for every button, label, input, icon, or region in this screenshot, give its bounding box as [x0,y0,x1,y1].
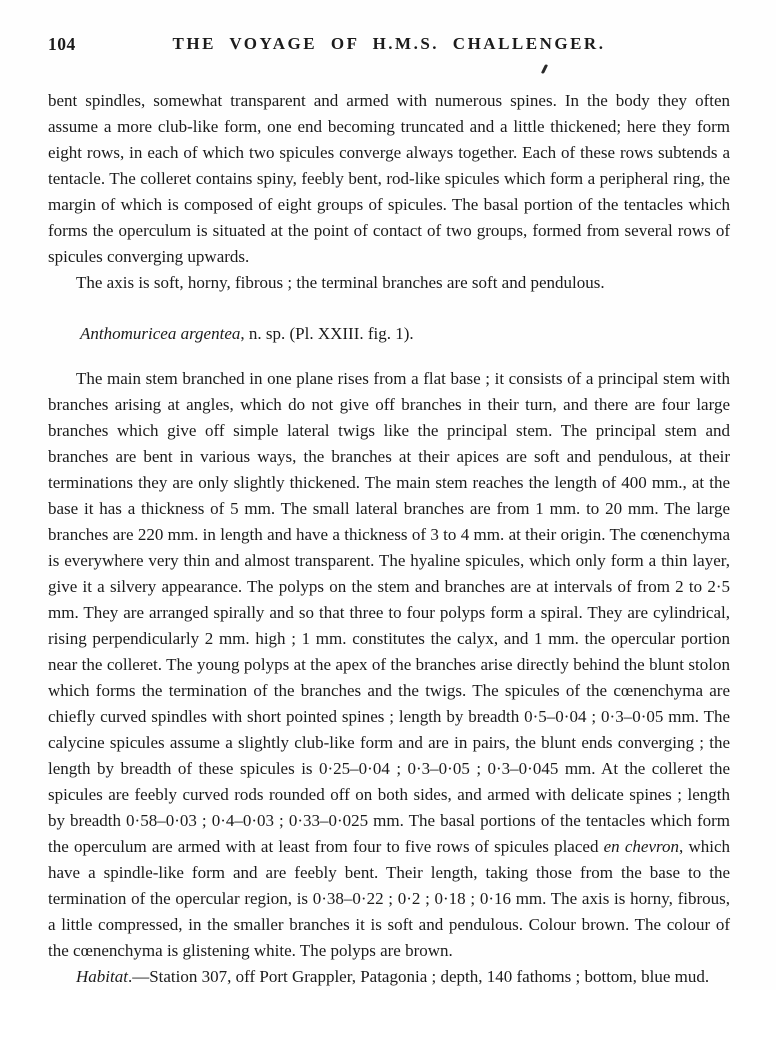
paragraph-description [48,366,730,964]
page-header [48,34,730,64]
species-heading [48,321,730,347]
page-body [48,88,730,990]
description-italic-phrase: en chevron [603,837,680,856]
paragraph-axis: The axis is soft, horny, fibrous ; the terminal branches are soft and pendulous. [76,273,605,292]
species-heading-rest: , n. sp. (Pl. XXIII. fig. 1). [240,324,414,343]
paragraph-colleret: bent spindles, somewhat transparent and armed with numerous spines. In the body they often assume a more club-like form, one end becoming truncated and a little thickened; here they form eight rows, in each of which two spicules converge always together. Each of these rows subtends a tentacle. The colleret contains spiny, feebly bent, rod-like spicules which form a peripheral ring, the margin of which is composed of eight groups of spicules. The basal portion of the tentacles which forms the operculum is situated at the point of contact of two groups, formed from several rows of spicules converging upwards. [48,91,730,266]
page-number: 104 [48,34,76,54]
habitat-label: Habitat [76,967,128,986]
ink-mark [541,64,548,74]
species-name: Anthomuricea argentea [80,324,241,343]
description-part-2: , which have a spindle-like form and are feebly bent. Their length, taking those from the base to the termination of the opercular region, is 0·38–0·22 ; 0·2 ; 0·18 ; 0·16 mm. The axis is horny, fibrous, a little compressed, in the smaller branches it is soft and pendulous. Colour brown. The colour of the cœnenchyma is glistening white. The polyps are brown. [48,837,731,960]
paragraph-habitat [48,964,730,990]
running-title: THE VOYAGE OF H.M.S. CHALLENGER. [172,34,606,53]
description-part-1: The main stem branched in one plane rises from a flat base ; it consists of a principal stem with branches arising at angles, which do not give off branches in their turn, and there are four large branches which give off simple lateral twigs like the principal stem. The principal stem and branches are bent in various ways, the branches at their apices are soft and pendulous, at their terminations they are only slightly thickened. The main stem reaches the length of 400 mm., at the base it has a thickness of 5 mm. The small lateral branches are from 1 mm. to 20 mm. The large branches are 220 mm. in length and have a thickness of 3 to 4 mm. at their origin. The cœnenchyma is everywhere very thin and almost transparent. The hyaline spicules, which only form a thin layer, give it a silvery appearance. The polyps on the stem and branches are at intervals of from 2 to 2·5 mm. They are arranged spirally and so that three to four polyps form a spiral. They are cylindrical, rising perpendicularly 2 mm. high ; 1 mm. constitutes the calyx, and 1 mm. the opercular portion near the colleret. The young polyps at the apex of the branches arise directly behind the blunt stolon which forms the termination of the branches and the twigs. The spicules of the cœnenchyma are chiefly curved spindles with short pointed spines ; length by breadth 0·5–0·04 ; 0·3–0·05 mm. The calycine spicules assume a slightly club-like form and are in pairs, the blunt ends converging ; the length by breadth of these spicules is 0·25–0·04 ; 0·3–0·05 ; 0·3–0·045 mm. At the colleret the spicules are feebly curved rods rounded off on both sides, and armed with delicate spines ; length by breadth 0·58–0·03 ; 0·4–0·03 ; 0·33–0·025 mm. The basal portions of the tentacles which form the operculum are armed with at least from four to five rows of spicules placed [48,369,730,856]
habitat-rest: .—Station 307, off Port Grappler, Patagonia ; depth, 140 fathoms ; bottom, blue mud. [127,967,710,986]
